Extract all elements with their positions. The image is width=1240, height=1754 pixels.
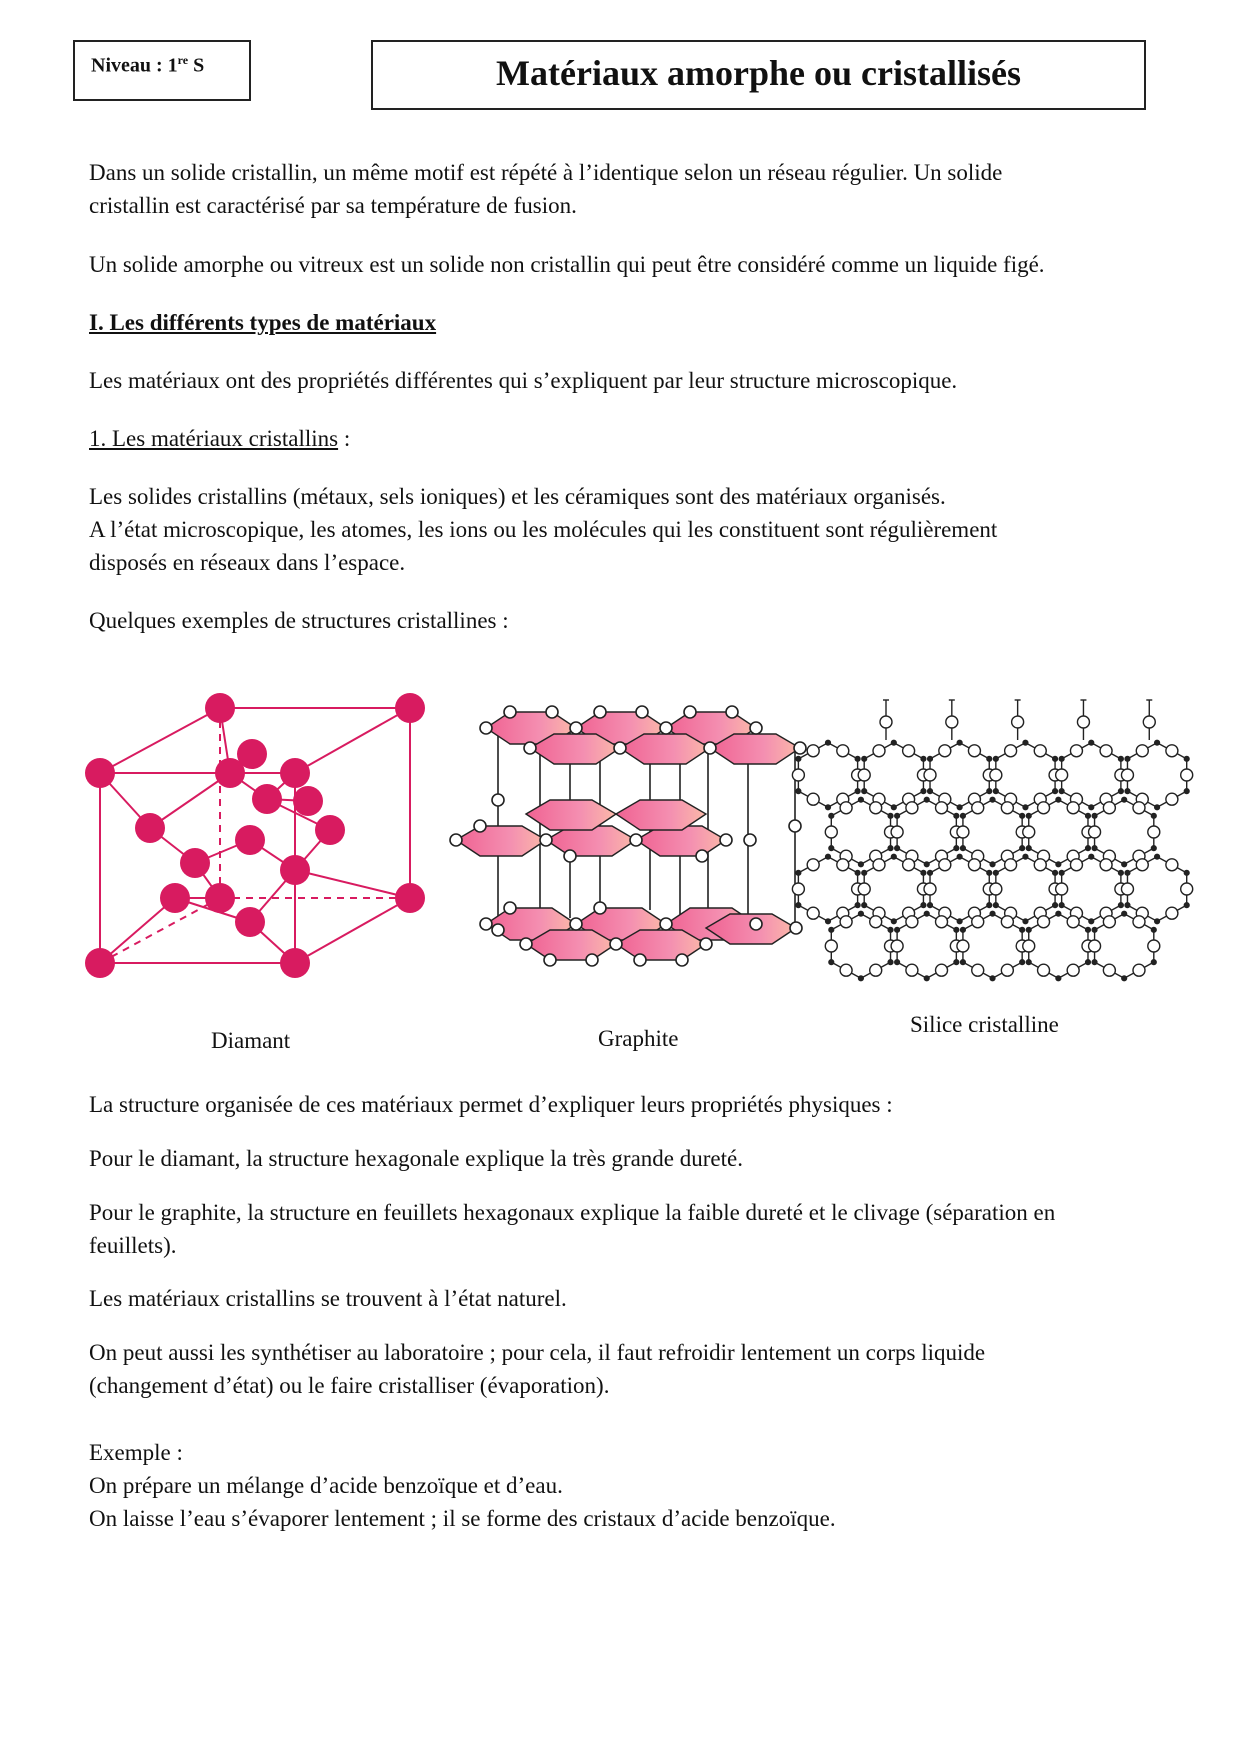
natural-state: Les matériaux cristallins se trouvent à l’état naturel. [89,1286,567,1311]
example-block: Exemple : On prépare un mélange d’acide benzoïque et d’eau. On laisse l’eau s’évaporer lentement ; il se forme des cristaux d’acide benzoïque. [89,1440,836,1531]
niveau-sup: re [177,53,189,67]
intro-paragraph-2: Un solide amorphe ou vitreux est un solide non cristallin qui peut être considéré comme un liquide figé. [89,252,1045,277]
graphite-caption: Graphite [598,1026,679,1051]
graphite-property: Pour le graphite, la structure en feuillets hexagonaux explique la faible dureté et le clivage (séparation en feuillets). [89,1200,1056,1258]
section-paragraph-3: Quelques exemples de structures cristallines : [89,608,509,633]
synthesis-paragraph: On peut aussi les synthétiser au laboratoire ; pour cela, il faut refroidir lentement un corps liquide (changement d’état) ou le faire cristalliser (évaporation). [89,1340,986,1398]
niveau-box [73,40,251,101]
intro-paragraph-1: Dans un solide cristallin, un même motif est répété à l’identique selon un réseau régulier. Un solide cristallin est caractérisé par sa température de fusion. [89,160,1003,218]
silice-figure [818,700,1188,980]
section-heading: I. Les différents types de matériaux [89,310,437,335]
properties-intro: La structure organisée de ces matériaux permet d’expliquer leurs propriétés physiques : [89,1092,893,1117]
title-box [371,40,1146,110]
niveau-label: Niveau : 1re S [91,53,205,77]
section-paragraph-2: Les solides cristallins (métaux, sels ioniques) et les céramiques sont des matériaux organisés. A l’état microscopique, les atomes, les ions ou les molécules qui les constituent sont régulièrement disposés en réseaux dans l’espace. [89,484,998,575]
diamant-property: Pour le diamant, la structure hexagonale explique la très grande dureté. [89,1146,743,1171]
diamant-figure [80,680,440,980]
sub-heading: 1. Les matériaux cristallins : [89,426,351,451]
page-title: Matériaux amorphe ou cristallisés [496,53,1021,93]
section-paragraph-1: Les matériaux ont des propriétés différentes qui s’expliquent par leur structure microscopique. [89,368,958,393]
diamant-caption: Diamant [211,1028,291,1053]
silice-caption: Silice cristalline [910,1012,1059,1037]
graphite-figure [450,690,810,990]
